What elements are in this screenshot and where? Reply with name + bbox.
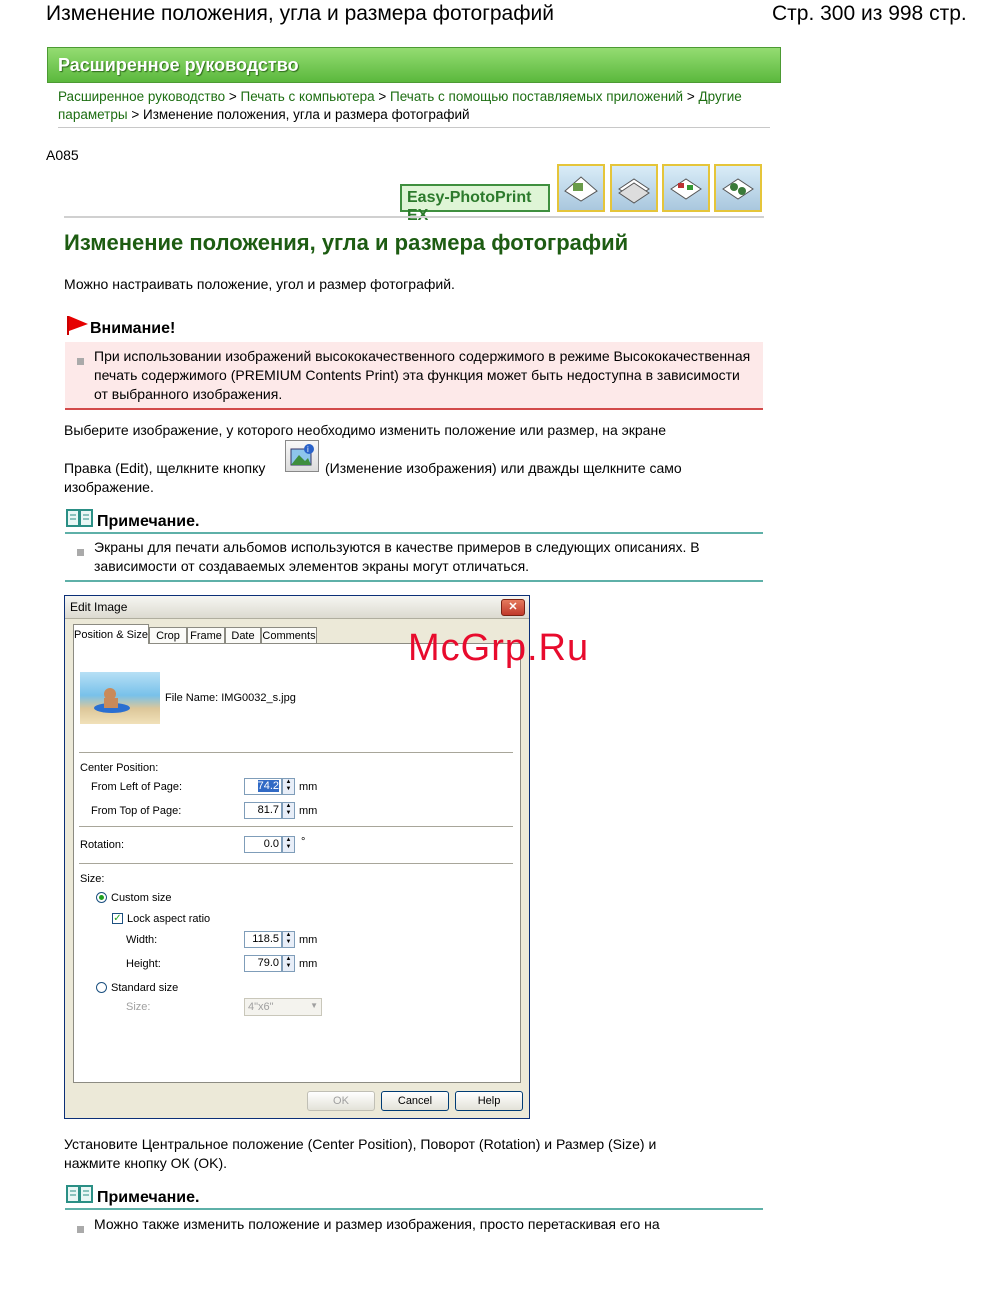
height-input[interactable]: 79.0	[244, 955, 282, 972]
attention-flag-icon	[66, 314, 90, 341]
after-dialog-line1: Установите Центральное положение (Center Position), Поворот (Rotation) и Размер (Size) и	[64, 1136, 657, 1152]
edit-image-button-icon	[285, 440, 319, 472]
product-logo-text: Easy-PhotoPrint	[407, 189, 532, 206]
from-left-stepper[interactable]: ▲ ▼	[282, 778, 295, 795]
custom-size-label: Custom size	[111, 892, 172, 904]
note-divider	[65, 580, 763, 582]
from-top-stepper[interactable]: ▲ ▼	[282, 802, 295, 819]
edit-image-dialog	[64, 595, 530, 1119]
lock-aspect-label: Lock aspect ratio	[127, 913, 211, 925]
note-divider	[65, 1208, 763, 1210]
breadcrumb-separator: >	[228, 89, 237, 104]
intro-text: Можно настраивать положение, угол и размер фотографий.	[64, 276, 455, 292]
file-name-label: File Name: IMG0032_s.jpg	[165, 692, 296, 704]
standard-size-label: Standard size	[111, 982, 179, 994]
tab-position-size[interactable]: Position & Size	[73, 624, 149, 644]
tab-crop[interactable]: Crop	[149, 627, 187, 643]
breadcrumb-separator: >	[686, 89, 695, 104]
width-label: Width:	[126, 934, 158, 946]
rotation-input[interactable]: 0.0	[244, 836, 282, 853]
page-title: Изменение положения, угла и размера фотографий	[64, 230, 629, 255]
note-title: Примечание.	[97, 1189, 200, 1206]
from-top-input[interactable]: 81.7	[244, 802, 282, 819]
album-icon	[557, 164, 605, 212]
instruction-line2a: Правка (Edit), щелкните кнопку	[64, 460, 266, 476]
section-banner	[47, 47, 781, 83]
std-size-select[interactable]	[244, 998, 322, 1016]
from-left-value: 74.2	[257, 780, 279, 792]
tab-panel	[73, 643, 521, 1083]
center-position-label: Center Position:	[80, 762, 159, 774]
note-book-icon	[66, 508, 94, 533]
dialog-title: Edit Image	[70, 600, 128, 614]
divider	[64, 216, 764, 218]
breadcrumb-link-advanced-guide[interactable]: Расширенное руководство	[58, 89, 226, 104]
tab-date[interactable]: Date	[225, 627, 261, 643]
product-logo	[400, 184, 550, 212]
from-top-label: From Top of Page:	[91, 805, 182, 817]
instruction-line2b: (Изменение изображения) или дважды щелкните само	[325, 460, 682, 476]
rotation-stepper[interactable]: ▲ ▼	[282, 836, 295, 853]
doc-code: A085	[46, 147, 79, 163]
note-text: Можно также изменить положение и размер изображения, просто перетаскивая его на	[94, 1216, 660, 1232]
layout-print-icon	[662, 164, 710, 212]
svg-text:i: i	[307, 445, 309, 454]
breadcrumb-separator: >	[378, 89, 387, 104]
breadcrumb-link-other-settings[interactable]: Другие параметры	[58, 89, 742, 122]
height-stepper[interactable]: ▲ ▼	[282, 955, 295, 972]
cancel-button[interactable]: Cancel	[381, 1091, 449, 1111]
size-label: Size:	[80, 873, 105, 885]
rotation-unit: °	[301, 836, 306, 848]
instruction-line3: изображение.	[64, 479, 154, 495]
instruction-line1: Выберите изображение, у которого необходимо изменить положение или размер, на экране	[64, 422, 666, 438]
custom-size-radio[interactable]	[96, 892, 107, 903]
page-counter: Стр. 300 из 998 стр.	[772, 2, 967, 25]
divider	[58, 127, 770, 128]
unit-label: mm	[299, 934, 318, 946]
ok-button[interactable]: OK	[307, 1091, 375, 1111]
breadcrumb-separator: >	[131, 107, 140, 122]
bullet-icon	[77, 1220, 94, 1238]
note-divider	[65, 532, 763, 534]
std-size-value: 4"x6"	[248, 1001, 274, 1013]
watermark: McGrp.Ru	[408, 627, 590, 669]
breadcrumb	[58, 88, 768, 124]
std-size-label: Size:	[126, 1001, 151, 1013]
after-dialog-line2: нажмите кнопку ОК (OK).	[64, 1155, 228, 1171]
standard-size-radio[interactable]	[96, 982, 107, 993]
divider	[79, 752, 513, 753]
breadcrumb-current: Изменение положения, угла и размера фотографий	[143, 107, 470, 122]
lock-aspect-checkbox[interactable]: ✓	[113, 913, 122, 924]
divider	[79, 863, 513, 864]
close-button[interactable]: ✕	[501, 599, 525, 616]
dialog-titlebar[interactable]	[65, 596, 529, 619]
attention-text: При использовании изображений высококачественного содержимого в режиме Высококачественная печать содержимого (PREMIUM Contents Print) эта функция может быть недоступна в зависимости от выбранного изображения.	[94, 348, 751, 402]
breadcrumb-link-print-from-computer[interactable]: Печать с компьютера	[240, 89, 375, 104]
note-title: Примечание.	[97, 513, 200, 530]
bullet-icon	[77, 543, 94, 561]
bullet-icon	[77, 352, 94, 370]
photo-thumbnail	[80, 672, 160, 724]
banner-label: Расширенное руководство	[58, 55, 299, 75]
page-header-title: Изменение положения, угла и размера фотографий	[46, 2, 554, 25]
photo-print-icon	[610, 164, 658, 212]
help-button[interactable]: Help	[455, 1091, 523, 1111]
from-left-label: From Left of Page:	[91, 781, 183, 793]
breadcrumb-link-bundled-apps[interactable]: Печать с помощью поставляемых приложений	[390, 89, 684, 104]
note-book-icon	[66, 1184, 94, 1209]
height-label: Height:	[126, 958, 161, 970]
unit-label: mm	[299, 781, 318, 793]
divider	[79, 826, 513, 827]
note-text: Экраны для печати альбомов используются в качестве примеров в следующих описаниях. В зависимости от создаваемых элементов экраны могут отличаться.	[94, 539, 700, 574]
unit-label: mm	[299, 958, 318, 970]
tab-comments[interactable]: Comments	[261, 627, 317, 643]
rotation-label: Rotation:	[80, 839, 125, 851]
sticker-print-icon	[714, 164, 762, 212]
width-input[interactable]: 118.5	[244, 931, 282, 948]
tab-frame[interactable]: Frame	[187, 627, 225, 643]
attention-title: Внимание!	[90, 320, 176, 337]
width-stepper[interactable]: ▲ ▼	[282, 931, 295, 948]
from-left-input[interactable]	[244, 778, 282, 795]
chevron-down-icon: ▼	[310, 1001, 318, 1010]
unit-label: mm	[299, 805, 318, 817]
